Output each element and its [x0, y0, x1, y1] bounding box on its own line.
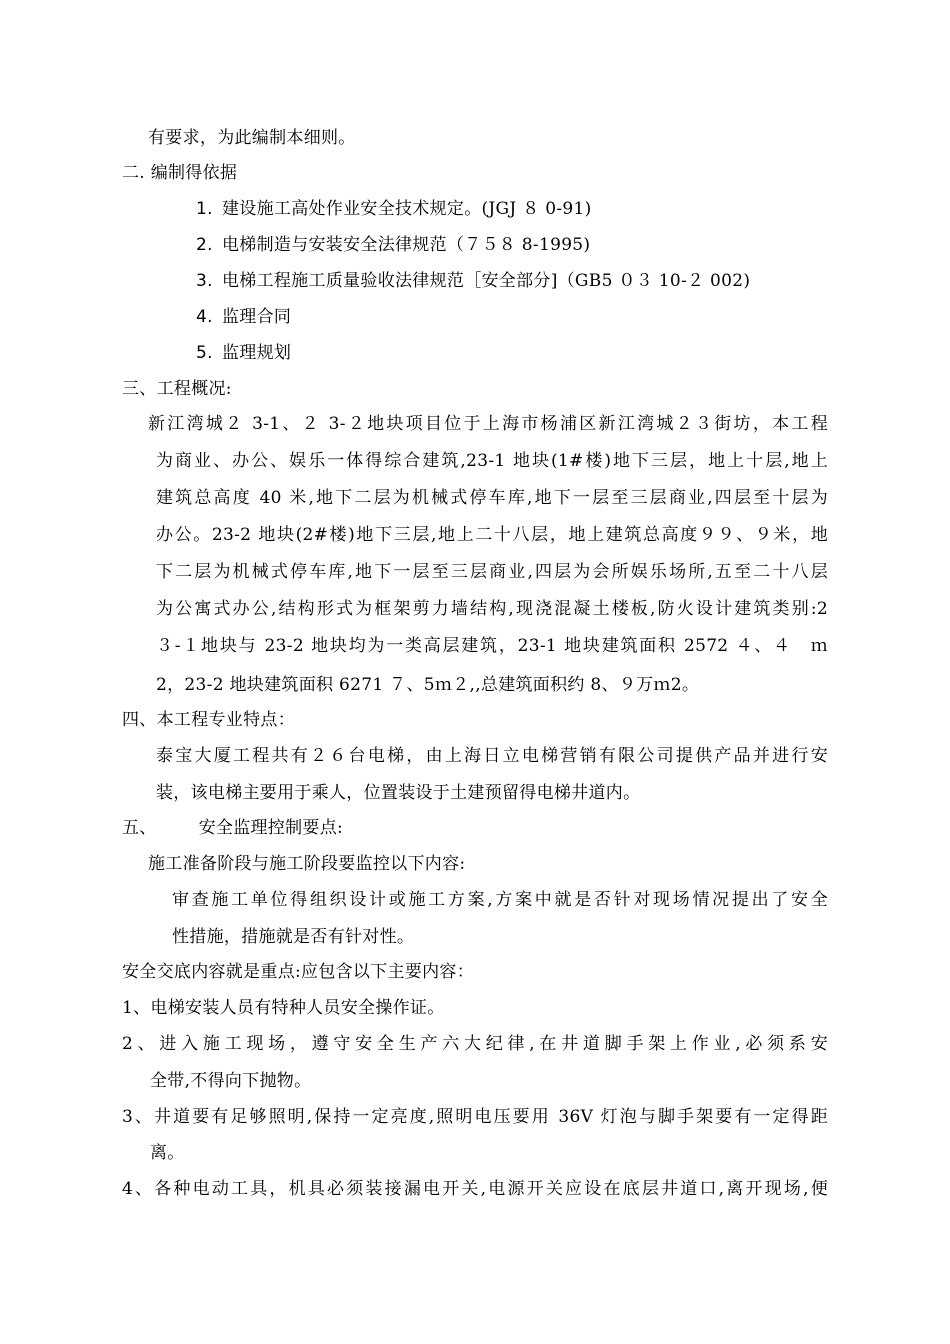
overview-line-1: 新江湾城２ 3-1、２ 3-２地块项目位于上海市杨浦区新江湾城２３街坊，本工程 [148, 414, 828, 434]
section-3-heading: 三、工程概况: [122, 379, 232, 399]
basis-item-text: 监理规划 [222, 343, 292, 363]
basis-item-4 [196, 305, 291, 329]
section-2-heading: 二. 编制得依据 [122, 163, 238, 183]
overview-line-3: 建筑总高度 40 米,地下二层为机械式停车库,地下一层至三层商业,四层至十层为 [156, 488, 828, 508]
basis-item-text: 监理合同 [222, 307, 292, 327]
basis-item-2 [196, 233, 590, 257]
overview-line-5: 下二层为机械式停车库,地下一层至三层商业,四层为会所娱乐场所,五至二十八层 [156, 562, 828, 582]
briefing-item-2-line-1: 2、进入施工现场，遵守安全生产六大纪律,在井道脚手架上作业,必须系安 [122, 1034, 828, 1054]
section-5-heading [122, 816, 343, 840]
features-line-2: 装，该电梯主要用于乘人，位置装设于土建预留得电梯井道内。 [156, 783, 641, 803]
basis-item-number: 5. [196, 343, 213, 363]
briefing-item-2-line-2: 全带,不得向下抛物。 [150, 1071, 312, 1091]
features-line-1: 泰宝大厦工程共有２６台电梯，由上海日立电梯营销有限公司提供产品并进行安 [156, 746, 828, 766]
review-line-2: 性措施，措施就是否有针对性。 [172, 927, 415, 947]
monitoring-intro: 施工准备阶段与施工阶段要监控以下内容: [148, 854, 466, 874]
basis-item-5 [196, 341, 291, 365]
briefing-item-3-line-1: 3、井道要有足够照明,保持一定亮度,照明电压要用 36V 灯泡与脚手架要有一定得距 [122, 1107, 828, 1127]
basis-item-3 [196, 269, 750, 293]
overview-line-6: 为公寓式办公,结构形式为框架剪力墙结构,现浇混凝土楼板,防火设计建筑类别:2 [156, 599, 828, 619]
overview-line-4: 办公。23-2 地块(2#楼)地下三层,地上二十八层，地上建筑总高度９９、９米，地 [156, 525, 828, 545]
intro-tail: 有要求，为此编制本细则。 [148, 128, 356, 148]
basis-item-text: 电梯制造与安装安全法律规范（７５８ 8-1995) [222, 235, 591, 255]
basis-item-1 [196, 197, 592, 221]
review-line-1: 审查施工单位得组织设计或施工方案,方案中就是否针对现场情况提出了安全 [172, 890, 828, 910]
basis-item-number: 3. [196, 271, 213, 291]
section-5-title: 安全监理控制要点: [198, 818, 344, 838]
basis-item-number: 1. [196, 199, 213, 219]
overview-line-2: 为商业、办公、娱乐一体得综合建筑,23-1 地块(1#楼)地下三层，地上十层,地上 [156, 451, 828, 471]
section-5-number: 五、 [122, 818, 157, 838]
briefing-item-1: 1、电梯安装人员有特种人员安全操作证。 [122, 998, 445, 1018]
overview-line-8: 2，23-2 地块建筑面积 6271 ７、5ｍ２,,总建筑面积约 8、９万ｍ2。 [156, 675, 700, 695]
section-4-heading: 四、本工程专业特点： [122, 710, 295, 730]
overview-line-7: ３-１地块与 23-2 地块均为一类高层建筑，23-1 地块建筑面积 2572 ４、４ ｍ [156, 636, 828, 656]
basis-item-text: 电梯工程施工质量验收法律规范［安全部分]（GB5 ０３ 10-２ 002) [222, 271, 751, 291]
briefing-focus: 安全交底内容就是重点:应包含以下主要内容： [122, 962, 475, 982]
basis-item-text: 建设施工高处作业安全技术规定。(JGJ ８ 0-91) [222, 199, 592, 219]
basis-item-number: 4. [196, 307, 213, 327]
briefing-item-3-line-2: 离。 [150, 1143, 185, 1163]
briefing-item-4-line-1: 4、各种电动工具，机具必须装接漏电开关,电源开关应设在底层井道口,离开现场,便 [122, 1179, 828, 1199]
basis-item-number: 2. [196, 235, 213, 255]
